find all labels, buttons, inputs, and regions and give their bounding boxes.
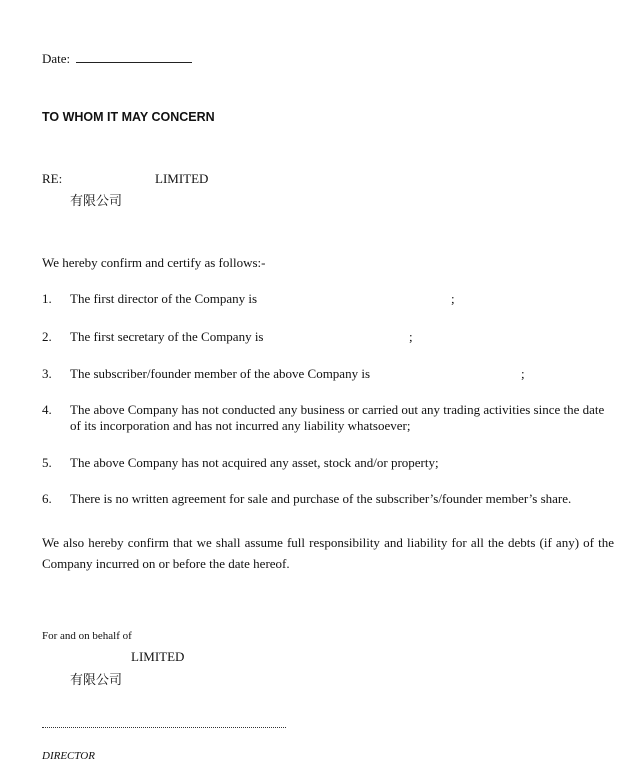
director-label: DIRECTOR [42, 750, 95, 762]
behalf-limited: LIMITED [131, 649, 185, 664]
item-3-semicolon: ; [521, 366, 525, 381]
item-2-number: 2. [42, 329, 52, 344]
item-6-text: There is no written agreement for sale and purchase of the subscriber’s/founder member’s share. [70, 491, 572, 506]
re-label: RE: [42, 171, 63, 186]
item-1-text: The first director of the Company is [70, 291, 258, 306]
item-1-number: 1. [42, 291, 52, 306]
item-1-semicolon: ; [451, 291, 455, 306]
signature-dotted-line [42, 726, 286, 728]
item-5-text: The above Company has not acquired any asset, stock and/or property; [70, 455, 439, 470]
item-2-text: The first secretary of the Company is [70, 329, 264, 344]
item-4-number: 4. [42, 402, 52, 417]
behalf-chinese-suffix: 有限公司 [70, 673, 123, 688]
confirmation-paragraph: We also hereby confirm that we shall assume full responsibility and liability for all the debts (if any) of the Company incurred on or before the date hereof. [42, 535, 614, 571]
date-row [42, 50, 192, 67]
re-chinese-suffix: 有限公司 [70, 194, 123, 209]
item-6-number: 6. [42, 491, 52, 506]
item-3-text: The subscriber/founder member of the above Company is [70, 366, 370, 381]
item-3-number: 3. [42, 366, 52, 381]
date-blank-line [76, 50, 192, 63]
item-2-semicolon: ; [409, 329, 413, 344]
item-4-text: The above Company has not conducted any business or carried out any trading activities since the date of its incorporation and has not incurred any liability whatsoever; [70, 402, 605, 433]
document-heading: TO WHOM IT MAY CONCERN [42, 110, 215, 124]
intro-text: We hereby confirm and certify as follows:- [42, 255, 266, 270]
re-limited: LIMITED [155, 171, 209, 186]
date-label: Date: [42, 51, 71, 66]
behalf-label: For and on behalf of [42, 630, 132, 642]
item-5-number: 5. [42, 455, 52, 470]
